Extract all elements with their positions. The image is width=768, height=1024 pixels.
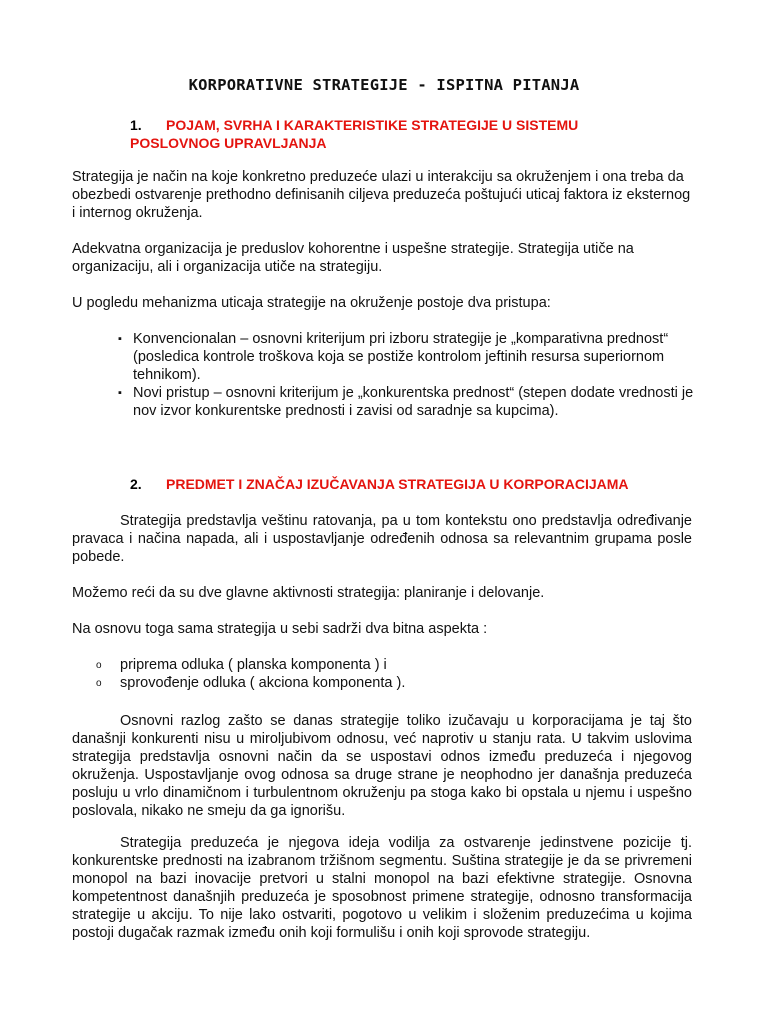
section-1-number: 1.: [130, 117, 142, 133]
section-1-bullet-list: [118, 330, 708, 420]
section-2-paragraph: Osnovni razlog zašto se danas strategije toliko izučavaju u korporacijama je taj što današnji konkurenti nisu u miroljubivom odnosu, već naprotiv u stanju rata. U takvim uslovima strategija predstavlja osnovni način da se uspostavi odnos između preduzeća i njegovog okruženja. Uspostavljanje ovog odnosa sa druge strane je neophodno jer današnja preduzeća posluju u vrlo dinamičnom i turbulentnom okruženju pa stoga kako bi opstala u njemu i uspešno poslovala, nikako ne smeju da ga ignorišu.: [72, 713, 692, 819]
section-2-heading: [130, 475, 730, 493]
list-item: [96, 656, 696, 674]
section-2-paragraph: Strategija predstavlja veštinu ratovanja, pa u tom kontekstu ono predstavlja određivanje pravaca i načina napada, ali i uspostavljanje određenih odnosa sa relevantnim grupama posle pobede.: [72, 513, 692, 565]
section-1-paragraph: U pogledu mehanizma uticaja strategije na okruženje postoje dva pristupa:: [72, 295, 551, 311]
square-bullet-icon: ▪: [118, 387, 122, 399]
list-item-text: Novi pristup – osnovni kriterijum je „konkurentska prednost“ (stepen dodate vrednosti je nov izvor konkurentske prednosti i zavisi od saradnje sa kupcima).: [133, 385, 694, 419]
square-bullet-icon: ▪: [118, 333, 122, 345]
section-1-heading: [130, 116, 690, 152]
list-item: [96, 674, 696, 692]
list-item-text: priprema odluka ( planska komponenta ) i: [120, 657, 387, 673]
section-2-bullet-list: [96, 656, 696, 692]
list-item-text: Konvencionalan – osnovni kriterijum pri izboru strategije je „komparativna prednost“ (posledica kontrole troškova koja se postiže kontrolom jeftinih resursa superiornom tehnikom).: [133, 331, 669, 383]
list-item: [118, 384, 708, 420]
list-item-text: sprovođenje odluka ( akciona komponenta ).: [120, 675, 406, 691]
section-2-paragraph: Na osnovu toga sama strategija u sebi sadrži dva bitna aspekta :: [72, 621, 488, 637]
circle-bullet-icon: o: [96, 660, 102, 671]
section-1-paragraph: Strategija je način na koje konkretno preduzeće ulazi u interakciju sa okruženjem i ona treba da obezbedi ostvarenje prethodno definisanih ciljeva preduzeća poštujući uticaj faktora iz eksternog i internog okruženja.: [72, 169, 691, 221]
document-title: KORPORATIVNE STRATEGIJE - ISPITNA PITANJA: [188, 76, 580, 94]
list-item: [118, 330, 708, 384]
section-1-paragraph: Adekvatna organizacija je preduslov kohorentne i uspešne strategije. Strategija utiče na organizaciju, ali i organizacija utiče na strategiju.: [72, 241, 634, 275]
section-1-heading-line2: POSLOVNOG UPRAVLJANJA: [130, 135, 327, 151]
circle-bullet-icon: o: [96, 678, 102, 689]
section-2-paragraph: Strategija preduzeća je njegova ideja vodilja za ostvarenje jedinstvene pozicije tj. konkurentske prednosti na izabranom tržišnom segmentu. Suština strategije je da se privremeni monopol na bazi inovacije pretvori u stalni monopol na bazi efektivne strategije. Osnovna kompetentnost današnjih preduzeća je sposobnost primene strategije, odnosno transformacija strategije u akciju. To nije lako ostvariti, pogotovo u velikim i složenim preduzećima u kojima postoji dugačak razmak između onih koji formulišu i onih koji sprovode strategiju.: [72, 835, 692, 941]
section-2-number: 2.: [130, 476, 142, 492]
section-1-heading-line1: POJAM, SVRHA I KARAKTERISTIKE STRATEGIJE U SISTEMU: [166, 117, 579, 133]
section-2-heading-text: PREDMET I ZNAČAJ IZUČAVANJA STRATEGIJA U KORPORACIJAMA: [166, 476, 629, 492]
section-2-paragraph: Možemo reći da su dve glavne aktivnosti strategija: planiranje i delovanje.: [72, 585, 545, 601]
